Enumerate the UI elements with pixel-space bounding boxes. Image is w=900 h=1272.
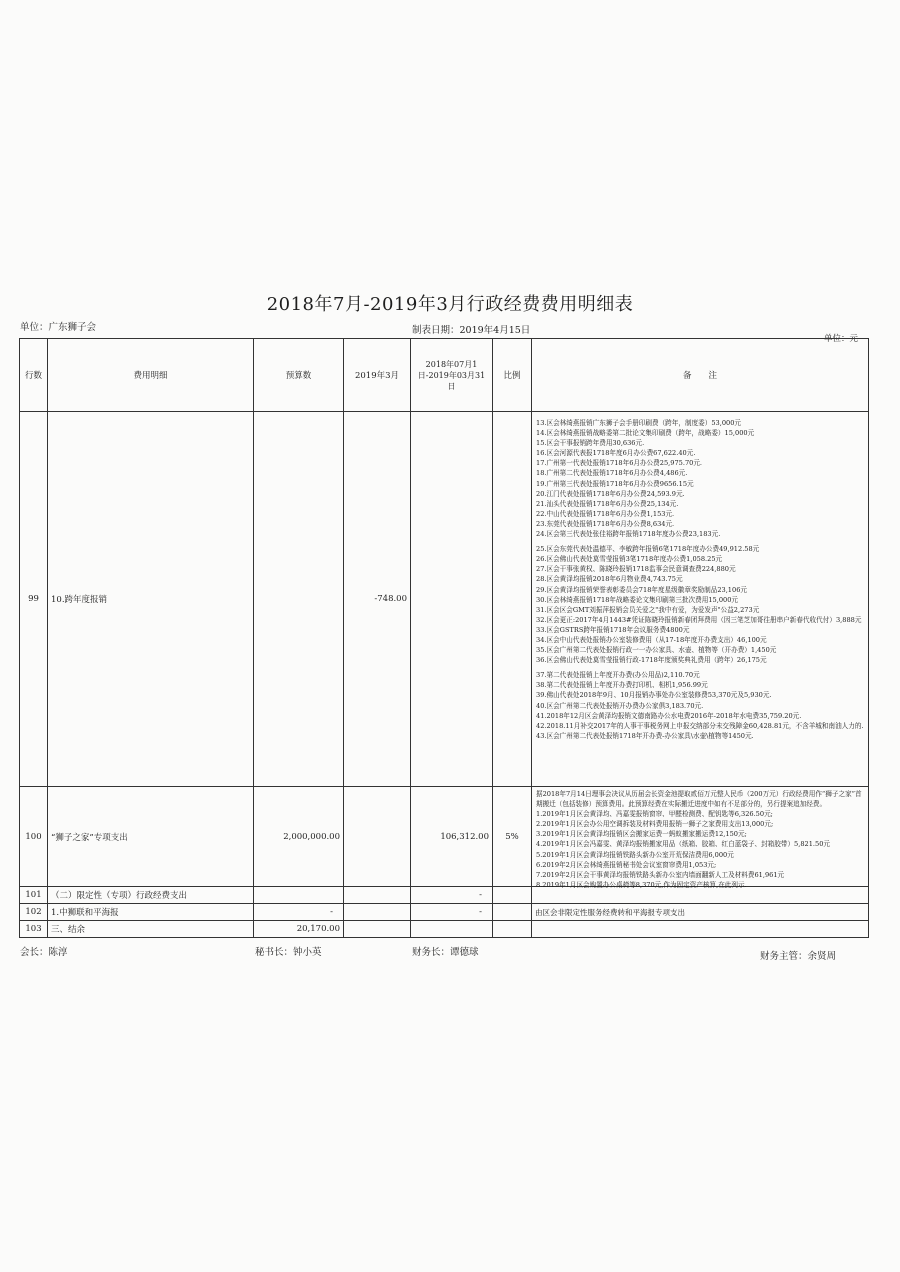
remark-line: 27.区会干事张黄权、陈晓玲报销1718监事会民意调查费224,880元 [536, 565, 736, 574]
remark-line: 31.区会区会GMT刘振萍报销会员关爱之"我中有爱，为爱发声"公益2,273元 [536, 605, 760, 614]
remark-line: 23.东莞代表处报销1718年6月办公费8,634元. [536, 519, 675, 528]
row-range: 106,312.00 [411, 787, 493, 887]
unit-organization: 单位：广东狮子会 [20, 322, 97, 333]
signature-finance-supervisor: 财务主管：余贤周 [760, 951, 837, 962]
made-date: 制表日期：2019年4月15日 [412, 325, 531, 336]
row-number: 100 [20, 787, 48, 887]
table-row [20, 787, 869, 887]
signature-president: 会长：陈淳 [20, 947, 68, 958]
remark-line: 20.江门代表处报销1718年6月办公费24,593.9元. [536, 489, 685, 498]
remark-line: 35.区会广州第二代表处报销行政一一办公家具、水壶、植物等（开办费）1,450元 [536, 646, 777, 655]
row-number: 102 [20, 904, 48, 921]
remark-line: 28.区会黄泽均报销2018年6月物业费4,743.75元 [536, 575, 683, 584]
remark-line: 32.区会更正:2017年4月1443#凭证陈晓玲报销新春团拜费用（因三笔芝加哥往册串户新春代收代付）3,888元 [536, 615, 862, 624]
header-ratio: 比例 [493, 339, 532, 412]
row-item: （二）限定性（专项）行政经费支出 [48, 887, 254, 904]
table-row [20, 921, 869, 938]
remark-line: 18.广州第二代表处报销1718年6月办公费4,486元. [536, 469, 688, 478]
row-remark [532, 412, 869, 787]
remark-line: 14.区会林绮燕报销战略委第二批论文集印刷费（跨年，战略委）15,000元 [536, 429, 755, 438]
row-budget: - [254, 904, 344, 921]
remark-line: 30.区会林绮燕报销1718年战略委论文集印刷第三批次费用15,000元 [536, 595, 738, 604]
remark-line: 3.2019年1月区会黄泽均报销区会搬家运费一蚂蚁搬家搬运费12,150元; [536, 830, 747, 839]
report-title: 2018年7月-2019年3月行政经费费用明细表 [266, 294, 634, 315]
row-ratio [493, 904, 532, 921]
row-range [411, 412, 493, 787]
remark-line: 17.广州第一代表处报销1718年6月办公费25,975.70元. [536, 459, 703, 468]
header-row-no: 行数 [20, 339, 48, 412]
signature-secretary: 秘书长：钟小英 [255, 947, 322, 958]
remark-line: 39.佛山代表处2018年9月、10月报销办事处办公室装修费53,370元及5,930元. [536, 691, 772, 700]
row-march: -748.00 [344, 412, 411, 787]
remark-line: 24.区会第三代表处张佳裕跨年报销1718年度办公费23,183元. [536, 530, 721, 539]
header-budget: 预算数 [254, 339, 344, 412]
remark-line: 43.区会广州第二代表处报销1718年开办费-办公家具\水壶\植物等1450元. [536, 731, 754, 740]
header-row [20, 339, 869, 412]
remark-line: 6.2019年2月区会林绮燕报销秘书处会议室窗帘费用1,053元; [536, 860, 717, 869]
header-range: 2018年07月1日-2019年03月31日 [411, 339, 493, 412]
header-march: 2019年3月 [344, 339, 411, 412]
row-item: 1.中狮联和平海报 [48, 904, 254, 921]
table-row [20, 412, 869, 787]
remark-line: 2.2019年1月区会办公用空调拆装及材料费用报销一狮子之家费用支出13,000元; [536, 820, 774, 829]
row-budget: 20,170.00 [254, 921, 344, 938]
row-march [344, 887, 411, 904]
row-number: 99 [20, 412, 48, 787]
row-march [344, 921, 411, 938]
row-ratio [493, 921, 532, 938]
remark-line: 22.中山代表处报销1718年6月办公费1,153元. [536, 509, 675, 518]
row-number: 101 [20, 887, 48, 904]
row-march [344, 787, 411, 887]
remark-line: 29.区会黄泽均报销荣誉表彰委员会718年度星级徽章奖励制品23,106元 [536, 585, 747, 594]
row-range: - [411, 887, 493, 904]
remark-line: 34.区会中山代表处报销办公室装修费用（从17-18年度开办费支出）46,100元 [536, 635, 767, 644]
row-item: 10.跨年度报销 [48, 412, 254, 787]
remark-line: 16.区会河源代表报1718年度6月办公费67,622.40元. [536, 449, 696, 458]
table-row [20, 904, 869, 921]
remark-line: 38.第二代表处报销上年度开办费打印机、相机1,956.99元 [536, 681, 708, 690]
remark-line: 42.2018.11月补交2017年的人事干事税务网上申报交纳部分未交残障金60,428.81元，不含羊城和南油人力的. [536, 721, 864, 730]
remark-line: 33.区会GSTRS跨年报销1718年会议服务费4800元 [536, 625, 690, 634]
remark-line: 19.广州第三代表处报销1718年6月办公费9656.15元 [536, 479, 694, 488]
row-range [411, 921, 493, 938]
row-budget [254, 887, 344, 904]
row-budget: 2,000,000.00 [254, 787, 344, 887]
remark-line: 41.2018年12月区会黄泽均报销文德南路办公水电费2016年-2018年水电费35,759.20元. [536, 711, 802, 720]
expense-table [19, 338, 869, 938]
row-ratio [493, 412, 532, 787]
row-ratio: 5% [493, 787, 532, 887]
remark-line: 25.区会东莞代表处温德平、李敏跨年报销6笔1718年度办公费49,912.58元 [536, 545, 760, 554]
remark-line: 7.2019年2月区会干事黄泽均报销铁路头新办公室内墙面翻新人工及材料费61,961元 [536, 870, 785, 879]
row-number: 103 [20, 921, 48, 938]
remark-line: 15.区会干事报销跨年费用30,636元. [536, 439, 645, 448]
remark-line: 40.区会广州第二代表处报销开办费办公家俱3,183.70元. [536, 701, 704, 710]
row-remark: 由区会非限定性服务经费转和平海报专项支出 [532, 904, 869, 921]
remark-line: 8.2019年1月区会购置办公桌椅等8,370元,作为固定资产核算,在此列示. [536, 880, 747, 889]
row-remark [532, 921, 869, 938]
remark-line: 37.第二代表处报销上年度开办费(办公用品)2,110.70元 [536, 671, 700, 680]
row-ratio [493, 887, 532, 904]
row-range: - [411, 904, 493, 921]
header-item: 费用明细 [48, 339, 254, 412]
row-item: “狮子之家”专项支出 [48, 787, 254, 887]
header-remark: 备 注 [532, 339, 869, 412]
row-march [344, 904, 411, 921]
remark-line: 36.区会佛山代表处莫雪莹报销行政-1718年度颁奖典礼费用（跨年）26,175元 [536, 656, 767, 665]
row-budget [254, 412, 344, 787]
remark-line: 5.2019年1月区会黄泽均报销铁路头新办公室开荒保洁费用6,000元 [536, 850, 734, 859]
remark-line: 26.区会佛山代表处莫雪莹报销3笔1718年度办公费1,058.25元 [536, 555, 723, 564]
row-item: 三、结余 [48, 921, 254, 938]
signature-finance-head: 财务长：谭德球 [412, 947, 479, 958]
remark-line: 4.2019年1月区会冯嘉雯、黄泽均报销搬家用品（纸箱、胶箱、红白蓝袋子、封箱胶带）5,821.50元 [536, 840, 831, 849]
row-remark [532, 787, 869, 887]
remark-line: 据2018年7月14日理事会决议从历届会长资金池提取贰佰万元整人民币（200万元）行政经费用作“狮子之家”首期搬迁（包括装修）预算费用。此预算经费在实际搬迁进度中如有不足部分的，另行提案追加经费。 [536, 790, 862, 809]
remark-line: 13.区会林绮燕报销广东狮子会手册印刷费（跨年，制度委）53,000元 [536, 419, 741, 427]
remark-line: 21.汕头代表处报销1718年6月办公费25,134元. [536, 499, 679, 508]
remark-line: 1.2019年1月区会黄泽均、冯嘉雯报销窗帘、甲醛检测费、配钥匙等6,326.50元; [536, 810, 773, 819]
unit-currency: 单位：元 [824, 334, 859, 344]
